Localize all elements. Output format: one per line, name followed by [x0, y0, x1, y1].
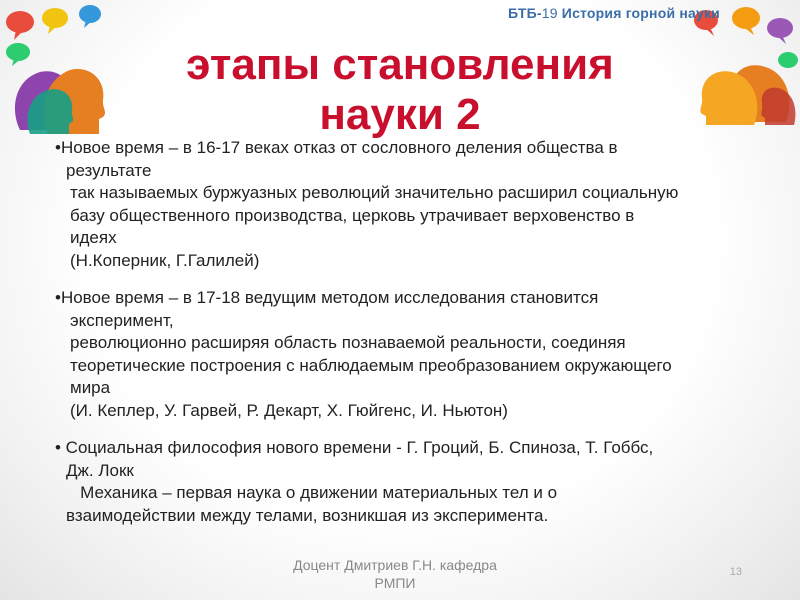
bullet-line: так называемых буржуазных революций значительно расширил социальную: [70, 183, 679, 202]
bullet-item: [55, 137, 790, 272]
bullet-line: революционно расширяя область познаваемой реальности, соединяя: [70, 333, 626, 352]
course-code: БТБ-: [507, 5, 542, 21]
course-tag: [480, 5, 720, 21]
bullet-line: теоретические построения с наблюдаемым преобразованием окружающего: [70, 355, 672, 375]
slide-footer: [270, 556, 520, 592]
course-name: История горной науки: [557, 5, 720, 21]
bullet-line: результате: [66, 160, 152, 180]
bullet-line: эксперимент,: [70, 310, 174, 330]
slide-title-line-1: этапы становления: [186, 40, 614, 89]
footer-author: Доцент Дмитриев Г.Н. кафедра: [293, 557, 497, 573]
bullet-line: (И. Кеплер, У. Гарвей, Р. Декарт, Х. Гюйгенс, И. Ньютон): [70, 400, 508, 420]
bullet-line: •Новое время – в 16-17 веках отказ от сословного деления общества в: [55, 138, 618, 157]
bullet-item: [55, 287, 790, 422]
course-number: 19: [541, 5, 558, 21]
bullet-line: •Новое время – в 17-18 ведущим методом исследования становится: [55, 288, 599, 307]
bullet-line: мира: [70, 378, 111, 397]
bullet-line: Механика – первая наука о движении материальных тел и о: [66, 483, 558, 502]
bullet-line: Дж. Локк: [66, 460, 134, 480]
bullet-line: (Н.Коперник, Г.Галилей): [70, 250, 260, 270]
page-number: 13: [729, 566, 742, 578]
bullet-line: базу общественного производства, церковь утрачивает верховенство в: [70, 205, 635, 225]
slide-title: [0, 40, 800, 140]
footer-department: РМПИ: [374, 575, 416, 591]
bullet-line: • Социальная философия нового времени - Г. Гроций, Б. Спиноза, Т. Гоббс,: [55, 438, 654, 457]
bullet-line: идеях: [70, 228, 117, 247]
slide-title-line-2: науки 2: [319, 90, 481, 139]
bullet-item: [55, 437, 790, 527]
slide-content: [55, 137, 790, 542]
bullet-line: взаимодействии между телами, возникшая из эксперимента.: [66, 505, 549, 525]
